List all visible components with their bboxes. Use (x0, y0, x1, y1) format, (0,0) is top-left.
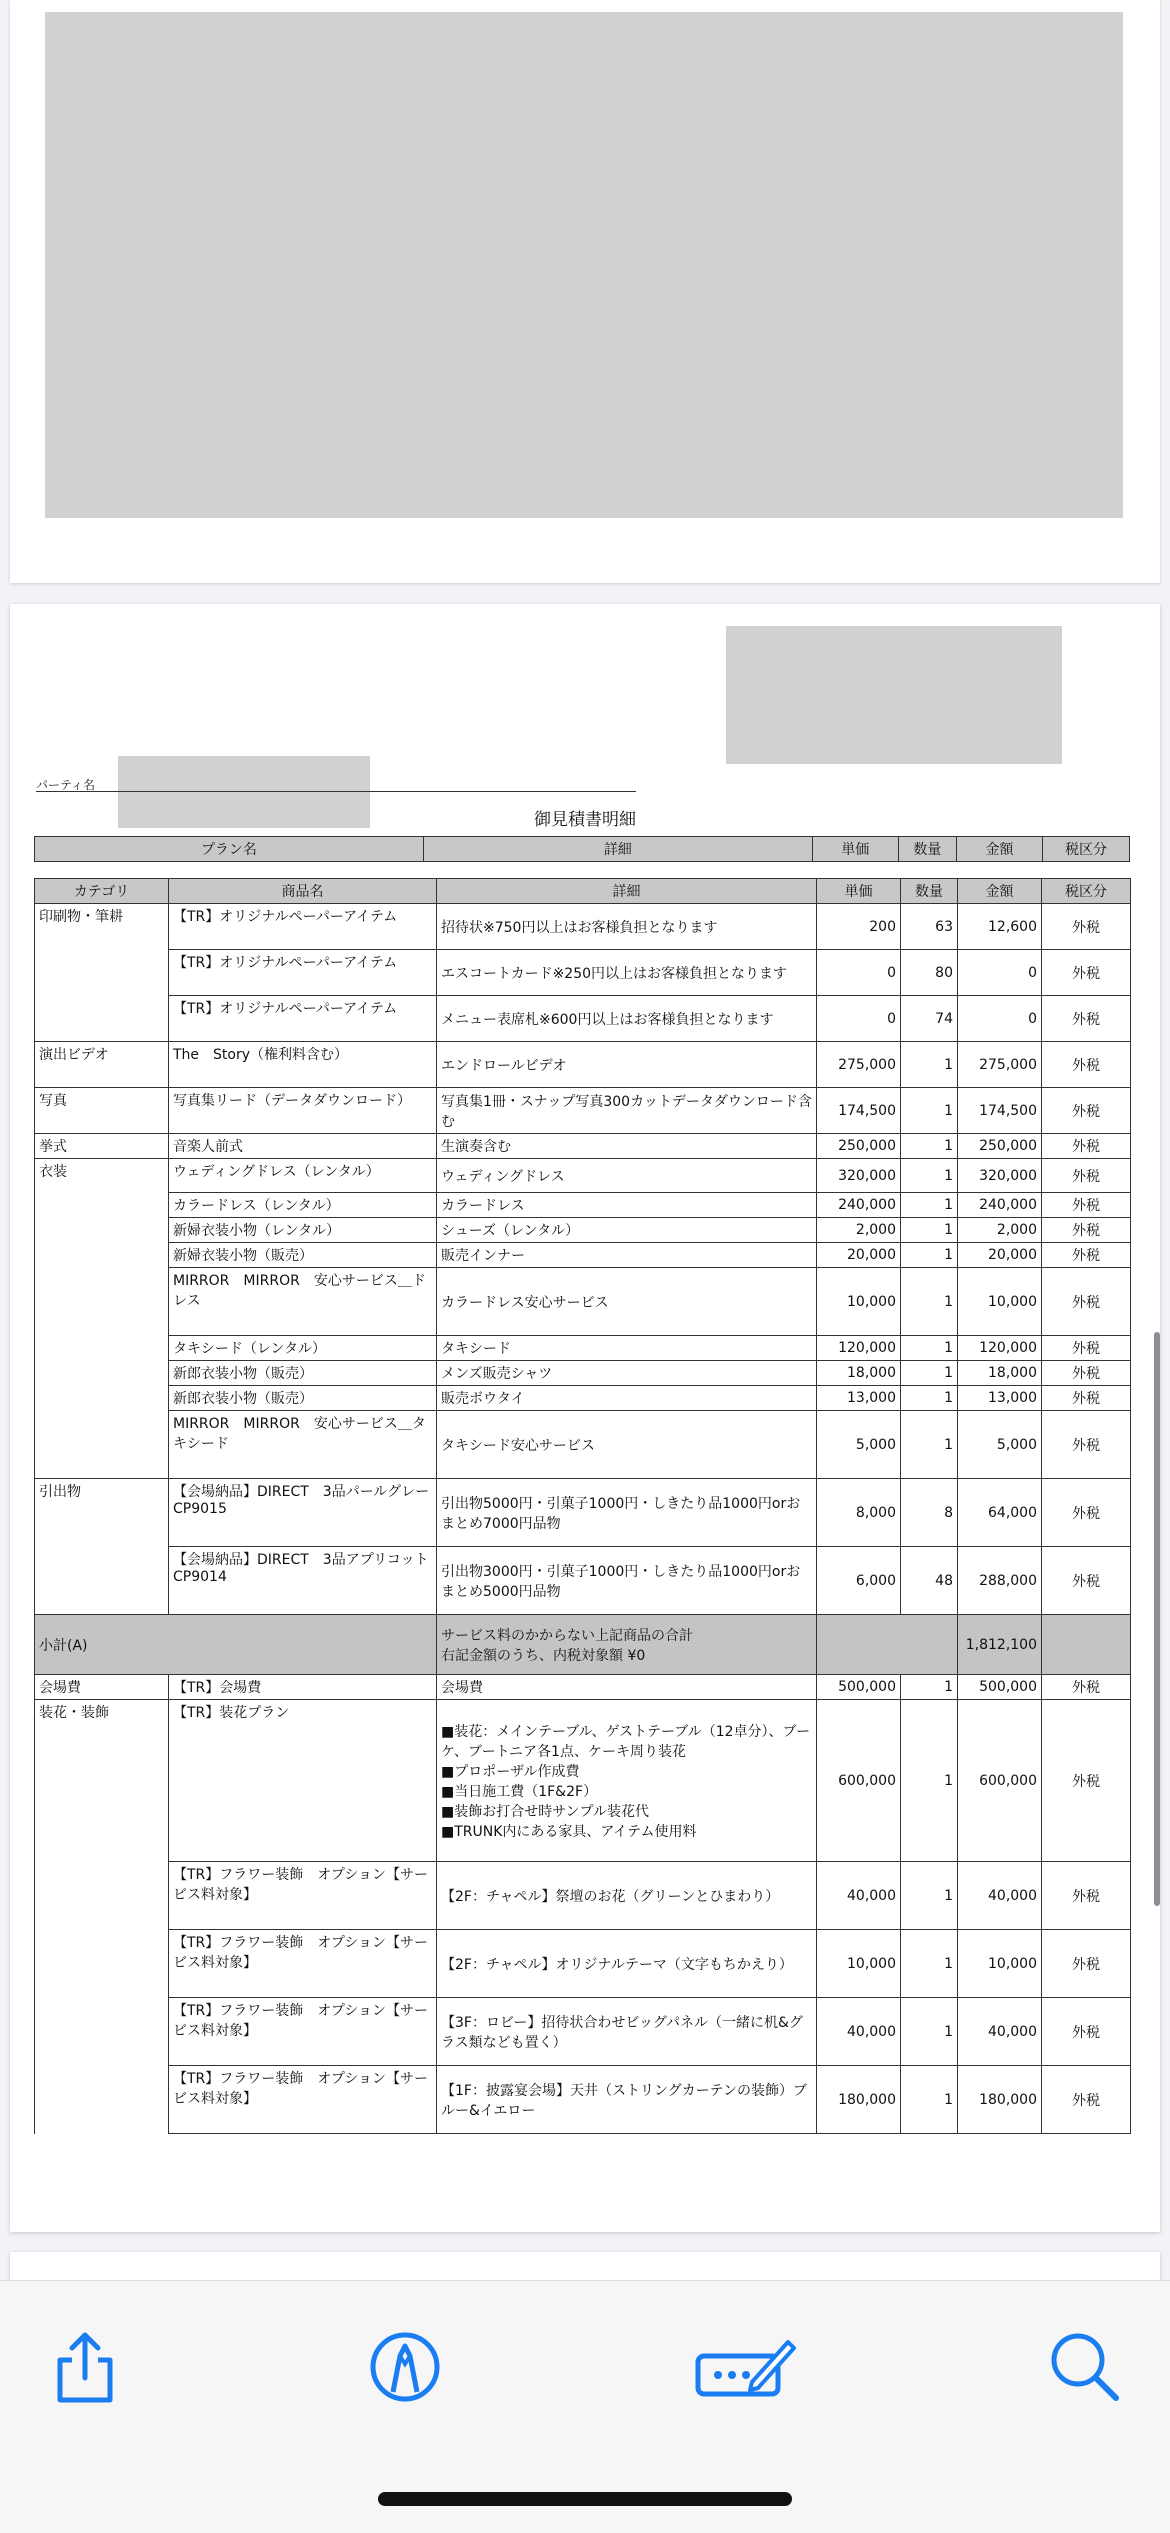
table-row (35, 1243, 1131, 1268)
tax-type-cell: 外税 (1042, 996, 1131, 1042)
product-name-cell: 【TR】フラワー装飾 オプション【サービス料対象】 (169, 1862, 437, 1930)
table-row (35, 2066, 1131, 2134)
product-name-cell: 【TR】フラワー装飾 オプション【サービス料対象】 (169, 1998, 437, 2066)
unit-price-cell: 8,000 (817, 1479, 901, 1547)
product-name-cell: 音楽人前式 (169, 1134, 437, 1159)
category-cell (35, 1930, 169, 1998)
product-name-cell: タキシード（レンタル） (169, 1336, 437, 1361)
detail-cell: エンドロールビデオ (437, 1042, 817, 1088)
empty-cell (817, 1615, 958, 1675)
quantity-cell: 1 (901, 1268, 958, 1336)
document-title: 御見積書明細 (534, 810, 636, 830)
category-cell (35, 1411, 169, 1479)
detail-cell: 販売ボウタイ (437, 1386, 817, 1411)
quantity-cell: 1 (901, 1159, 958, 1193)
amount-cell: 500,000 (958, 1675, 1042, 1700)
table-row (35, 1134, 1131, 1159)
quantity-cell: 1 (901, 1930, 958, 1998)
detail-cell: 招待状※750円以上はお客様負担となります (437, 904, 817, 950)
unit-price-cell: 320,000 (817, 1159, 901, 1193)
scrollbar[interactable] (1154, 1332, 1160, 1906)
tax-type-cell: 外税 (1042, 1042, 1131, 1088)
tax-type-cell: 外税 (1042, 1411, 1131, 1479)
category-cell: 写真 (35, 1088, 169, 1134)
detail-cell: メンズ販売シャツ (437, 1361, 817, 1386)
product-name-cell: 【TR】会場費 (169, 1675, 437, 1700)
detail-cell: カラードレス安心サービス (437, 1268, 817, 1336)
tax-type-cell: 外税 (1042, 1218, 1131, 1243)
table-row (35, 1930, 1131, 1998)
quantity-cell: 8 (901, 1479, 958, 1547)
category-cell (35, 1361, 169, 1386)
detail-cell: メニュー表席札※600円以上はお客様負担となります (437, 996, 817, 1042)
table-row (35, 1193, 1131, 1218)
category-cell (35, 1243, 169, 1268)
tax-type-cell: 外税 (1042, 1268, 1131, 1336)
empty-cell (1042, 1615, 1131, 1675)
table-row (35, 1042, 1131, 1088)
tax-type-cell: 外税 (1042, 1243, 1131, 1268)
tax-type-cell: 外税 (1042, 1193, 1131, 1218)
unit-price-cell: 240,000 (817, 1193, 901, 1218)
category-cell (35, 996, 169, 1042)
share-icon[interactable] (40, 2322, 130, 2412)
header-cell: 数量 (901, 879, 958, 904)
header-cell: カテゴリ (35, 879, 169, 904)
plan-header-row (35, 837, 1130, 862)
detail-cell: エスコートカード※250円以上はお客様負担となります (437, 950, 817, 996)
unit-price-cell: 6,000 (817, 1547, 901, 1615)
tax-type-cell: 外税 (1042, 1088, 1131, 1134)
detail-cell: カラードレス (437, 1193, 817, 1218)
category-cell (35, 1268, 169, 1336)
unit-price-cell: 40,000 (817, 1998, 901, 2066)
detail-cell: 写真集1冊・スナップ写真300カットデータダウンロード含む (437, 1088, 817, 1134)
amount-cell: 320,000 (958, 1159, 1042, 1193)
category-cell: 会場費 (35, 1675, 169, 1700)
unit-price-cell: 18,000 (817, 1361, 901, 1386)
quantity-cell: 1 (901, 1193, 958, 1218)
quantity-cell: 74 (901, 996, 958, 1042)
product-name-cell: 【TR】装花プラン (169, 1700, 437, 1862)
unit-price-cell: 275,000 (817, 1042, 901, 1088)
redacted-area (45, 12, 1123, 518)
detail-cell: 【2F：チャペル】祭壇のお花（グリーンとひまわり） (437, 1862, 817, 1930)
amount-cell: 5,000 (958, 1411, 1042, 1479)
category-cell (35, 1193, 169, 1218)
category-cell (35, 1336, 169, 1361)
quantity-cell: 63 (901, 904, 958, 950)
amount-cell: 10,000 (958, 1930, 1042, 1998)
detail-cell: 引出物3000円・引菓子1000円・しきたり品1000円orおまとめ5000円品物 (437, 1547, 817, 1615)
header-cell: 詳細 (437, 879, 817, 904)
table-row (35, 1268, 1131, 1336)
detail-cell: タキシード安心サービス (437, 1411, 817, 1479)
product-name-cell: 【会場納品】DIRECT 3品アプリコットCP9014 (169, 1547, 437, 1615)
unit-price-cell: 13,000 (817, 1386, 901, 1411)
detail-line: ■TRUNK内にある家具、アイテム使用料 (441, 1823, 697, 1840)
amount-cell: 40,000 (958, 1998, 1042, 2066)
unit-price-cell: 20,000 (817, 1243, 901, 1268)
tax-type-cell: 外税 (1042, 1361, 1131, 1386)
header-cell: プラン名 (35, 837, 424, 862)
unit-price-cell: 500,000 (817, 1675, 901, 1700)
product-name-cell: MIRROR MIRROR 安心サービス＿タキシード (169, 1411, 437, 1479)
unit-price-cell: 600,000 (817, 1700, 901, 1862)
header-cell: 商品名 (169, 879, 437, 904)
detail-cell: 【3F：ロビー】招待状合わせビッグパネル（一緒に机&グラス類なども置く） (437, 1998, 817, 2066)
category-cell: 引出物 (35, 1479, 169, 1547)
table-row (35, 950, 1131, 996)
detail-cell: 生演奏含む (437, 1134, 817, 1159)
detail-cell: 販売インナー (437, 1243, 817, 1268)
amount-cell: 250,000 (958, 1134, 1042, 1159)
tax-type-cell: 外税 (1042, 1862, 1131, 1930)
header-cell: 税区分 (1042, 837, 1129, 862)
party-name-label: パーティ名 (36, 778, 96, 792)
amount-cell: 0 (958, 996, 1042, 1042)
category-cell (35, 1218, 169, 1243)
subtotal-amount: 1,812,100 (958, 1615, 1042, 1675)
product-name-cell: 新郎衣装小物（販売） (169, 1386, 437, 1411)
subtotal-detail (437, 1615, 817, 1675)
category-cell: 挙式 (35, 1134, 169, 1159)
tax-type-cell: 外税 (1042, 1479, 1131, 1547)
table-row (35, 1479, 1131, 1547)
tax-type-cell: 外税 (1042, 1336, 1131, 1361)
tax-type-cell: 外税 (1042, 1159, 1131, 1193)
table-row (35, 1336, 1131, 1361)
category-cell: 装花・装飾 (35, 1700, 169, 1862)
product-name-cell: カラードレス（レンタル） (169, 1193, 437, 1218)
product-name-cell: 【会場納品】DIRECT 3品パールグレーCP9015 (169, 1479, 437, 1547)
tax-type-cell: 外税 (1042, 904, 1131, 950)
product-name-cell: 【TR】オリジナルペーパーアイテム (169, 996, 437, 1042)
party-name-underline (36, 791, 636, 792)
unit-price-cell: 0 (817, 996, 901, 1042)
detail-line: ■当日施工費（1F&2F） (441, 1783, 598, 1800)
quantity-cell: 1 (901, 1411, 958, 1479)
header-cell: 数量 (898, 837, 956, 862)
amount-cell: 275,000 (958, 1042, 1042, 1088)
amount-cell: 120,000 (958, 1336, 1042, 1361)
quantity-cell: 1 (901, 1862, 958, 1930)
product-name-cell: 【TR】フラワー装飾 オプション【サービス料対象】 (169, 1930, 437, 1998)
unit-price-cell: 180,000 (817, 2066, 901, 2134)
plan-table (34, 836, 1130, 862)
detail-line: ■装飾お打合せ時サンプル装花代 (441, 1803, 649, 1820)
quantity-cell: 80 (901, 950, 958, 996)
detail-line: ■プロポーザル作成費 (441, 1763, 580, 1780)
category-cell: 印刷物・筆耕 (35, 904, 169, 950)
table-row (35, 1159, 1131, 1193)
table-row (35, 904, 1131, 950)
category-cell (35, 1386, 169, 1411)
tax-type-cell: 外税 (1042, 2066, 1131, 2134)
header-cell: 詳細 (423, 837, 812, 862)
quantity-cell: 1 (901, 1243, 958, 1268)
amount-cell: 600,000 (958, 1700, 1042, 1862)
quantity-cell: 1 (901, 1998, 958, 2066)
amount-cell: 12,600 (958, 904, 1042, 950)
table-row (35, 1547, 1131, 1615)
product-name-cell: MIRROR MIRROR 安心サービス＿ドレス (169, 1268, 437, 1336)
quantity-cell: 1 (901, 1218, 958, 1243)
header-cell: 単価 (817, 879, 901, 904)
header-cell: 金額 (957, 837, 1043, 862)
quantity-cell: 1 (901, 1042, 958, 1088)
home-indicator[interactable] (378, 2492, 792, 2506)
detail-cell: 引出物5000円・引菓子1000円・しきたり品1000円orおまとめ7000円品物 (437, 1479, 817, 1547)
unit-price-cell: 2,000 (817, 1218, 901, 1243)
detail-cell (437, 1700, 817, 1862)
tax-type-cell: 外税 (1042, 1930, 1131, 1998)
table-row (35, 1218, 1131, 1243)
amount-cell: 20,000 (958, 1243, 1042, 1268)
product-name-cell: 新郎衣装小物（販売） (169, 1361, 437, 1386)
tax-type-cell: 外税 (1042, 1134, 1131, 1159)
table-row (35, 1998, 1131, 2066)
amount-cell: 2,000 (958, 1218, 1042, 1243)
category-cell (35, 950, 169, 996)
category-cell: 演出ビデオ (35, 1042, 169, 1088)
header-cell: 単価 (812, 837, 898, 862)
unit-price-cell: 10,000 (817, 1268, 901, 1336)
quantity-cell: 1 (901, 1386, 958, 1411)
tax-type-cell: 外税 (1042, 950, 1131, 996)
unit-price-cell: 120,000 (817, 1336, 901, 1361)
markup-icon[interactable] (360, 2322, 450, 2412)
header-cell: 税区分 (1042, 879, 1131, 904)
category-cell (35, 1998, 169, 2066)
subtotal-label: 小計(A) (35, 1615, 437, 1675)
amount-cell: 18,000 (958, 1361, 1042, 1386)
subtotal-note: 右記金額のうち、内税対象額 ¥0 (441, 1647, 646, 1664)
unit-price-cell: 40,000 (817, 1862, 901, 1930)
tax-type-cell: 外税 (1042, 1547, 1131, 1615)
unit-price-cell: 10,000 (817, 1930, 901, 1998)
redacted-area (726, 626, 1062, 764)
amount-cell: 64,000 (958, 1479, 1042, 1547)
tax-type-cell: 外税 (1042, 1700, 1131, 1862)
table-row (35, 996, 1131, 1042)
amount-cell: 10,000 (958, 1268, 1042, 1336)
table-row (35, 1386, 1131, 1411)
header-cell: 金額 (958, 879, 1042, 904)
signature-icon[interactable] (690, 2322, 800, 2412)
table-row (35, 1700, 1131, 1862)
table-row (35, 1411, 1131, 1479)
search-icon[interactable] (1040, 2322, 1130, 2412)
product-name-cell: 【TR】フラワー装飾 オプション【サービス料対象】 (169, 2066, 437, 2134)
category-cell (35, 1862, 169, 1930)
quantity-cell: 1 (901, 1336, 958, 1361)
product-name-cell: 【TR】オリジナルペーパーアイテム (169, 950, 437, 996)
category-cell (35, 1547, 169, 1615)
amount-cell: 0 (958, 950, 1042, 996)
tax-type-cell: 外税 (1042, 1998, 1131, 2066)
amount-cell: 288,000 (958, 1547, 1042, 1615)
category-cell: 衣装 (35, 1159, 169, 1193)
unit-price-cell: 174,500 (817, 1088, 901, 1134)
product-name-cell: 写真集リード（データダウンロード） (169, 1088, 437, 1134)
detail-cell: ウェディングドレス (437, 1159, 817, 1193)
unit-price-cell: 5,000 (817, 1411, 901, 1479)
product-name-cell: The Story（権利料含む） (169, 1042, 437, 1088)
detail-line: ■装花：メインテーブル、ゲストテーブル（12卓分）、ブーケ、ブートニア各1点、ケーキ周り装花 (441, 1723, 811, 1760)
subtotal-row (35, 1615, 1131, 1675)
quantity-cell: 1 (901, 1134, 958, 1159)
items-table (34, 878, 1131, 2134)
quantity-cell: 48 (901, 1547, 958, 1615)
quantity-cell: 1 (901, 1675, 958, 1700)
product-name-cell: 新婦衣装小物（レンタル） (169, 1218, 437, 1243)
detail-cell: 会場費 (437, 1675, 817, 1700)
table-row (35, 1361, 1131, 1386)
amount-cell: 240,000 (958, 1193, 1042, 1218)
amount-cell: 174,500 (958, 1088, 1042, 1134)
tax-type-cell: 外税 (1042, 1675, 1131, 1700)
tax-type-cell: 外税 (1042, 1386, 1131, 1411)
unit-price-cell: 200 (817, 904, 901, 950)
detail-cell: タキシード (437, 1336, 817, 1361)
quantity-cell: 1 (901, 1700, 958, 1862)
unit-price-cell: 250,000 (817, 1134, 901, 1159)
product-name-cell: 【TR】オリジナルペーパーアイテム (169, 904, 437, 950)
table-row (35, 1088, 1131, 1134)
product-name-cell: 新婦衣装小物（販売） (169, 1243, 437, 1268)
quantity-cell: 1 (901, 2066, 958, 2134)
quantity-cell: 1 (901, 1361, 958, 1386)
product-name-cell: ウェディングドレス（レンタル） (169, 1159, 437, 1193)
table-row (35, 1862, 1131, 1930)
detail-cell: 【1F：披露宴会場】天井（ストリングカーテンの装飾）ブルー&イエロー (437, 2066, 817, 2134)
detail-cell: シューズ（レンタル） (437, 1218, 817, 1243)
category-cell (35, 2066, 169, 2134)
detail-cell: 【2F：チャペル】オリジナルテーマ（文字もちかえり） (437, 1930, 817, 1998)
items-header-row (35, 879, 1131, 904)
unit-price-cell: 0 (817, 950, 901, 996)
amount-cell: 40,000 (958, 1862, 1042, 1930)
amount-cell: 13,000 (958, 1386, 1042, 1411)
table-row (35, 1675, 1131, 1700)
subtotal-note: サービス料のかからない上記商品の合計 (441, 1627, 693, 1644)
quantity-cell: 1 (901, 1088, 958, 1134)
amount-cell: 180,000 (958, 2066, 1042, 2134)
